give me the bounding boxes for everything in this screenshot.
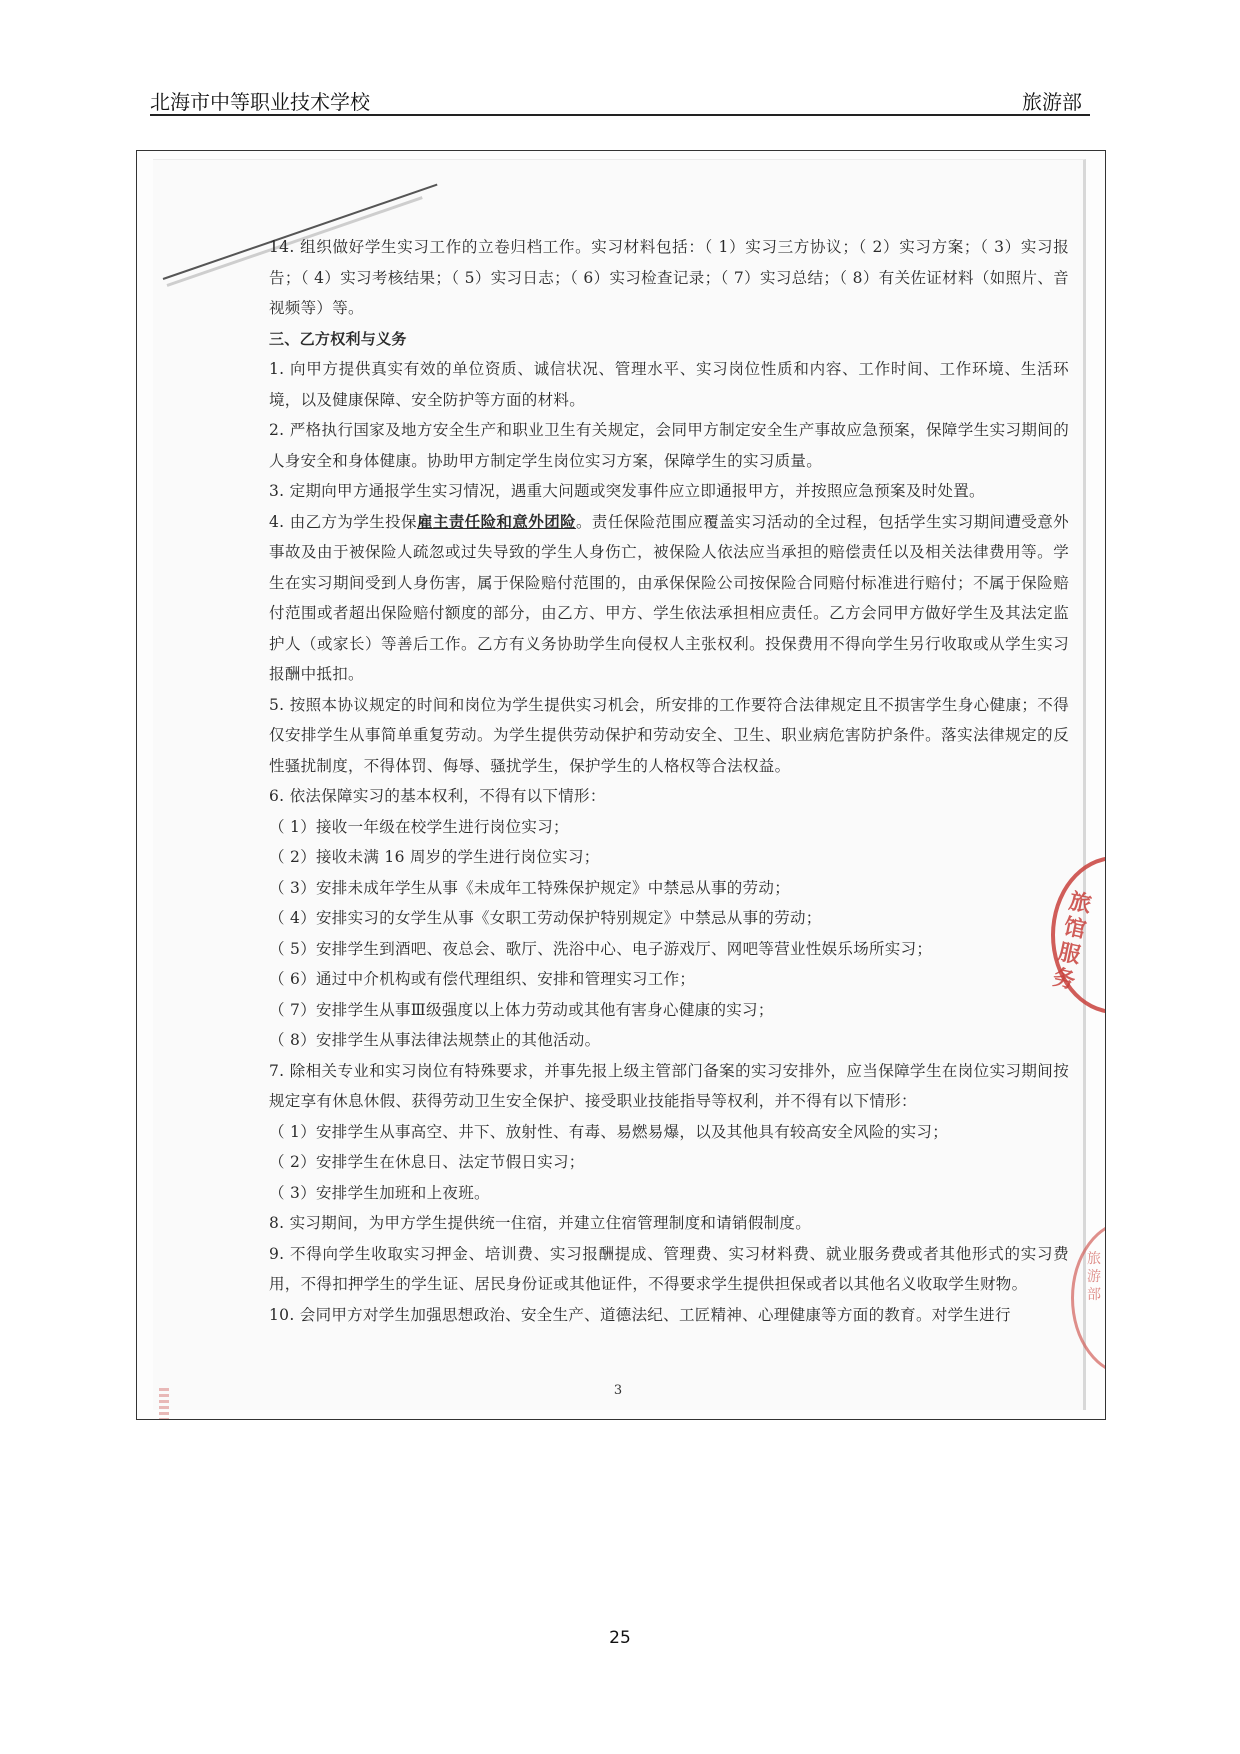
list-item: （ 1）安排学生从事高空、井下、放射性、有毒、易燃易爆，以及其他具有较高安全风险的实习； — [269, 1122, 948, 1141]
page-number: 25 — [609, 1628, 631, 1648]
list-item: （ 2）接收未满 16 周岁的学生进行岗位实习； — [269, 848, 600, 866]
paragraph-14: 14. 组织做好学生实习工作的立卷归档工作。实习材料包括：（ 1）实习三方协议；（ 2）实习方案；（ 3）实习报告；（ 4）实习考核结果；（ 5）实习日志；（ 6）实习检查记录；（ 7）实习总结；（ 8）有关佐证材料（如照片、音视频等）等。 — [269, 238, 1069, 317]
page-header — [150, 84, 1090, 116]
paragraph-8: 8. 实习期间，为甲方学生提供统一住宿，并建立住宿管理制度和请销假制度。 — [269, 1214, 812, 1232]
section-title: 三、乙方权利与义务 — [269, 329, 407, 348]
list-item: （ 6）通过中介机构或有偿代理组织、安排和管理实习工作； — [269, 970, 696, 988]
department-name: 旅游部 — [1022, 90, 1082, 114]
school-name: 北海市中等职业技术学校 — [150, 90, 370, 114]
list-item: （ 2）安排学生在休息日、法定节假日实习； — [269, 1153, 585, 1171]
paragraph-1: 1. 向甲方提供真实有效的单位资质、诚信状况、管理水平、实习岗位性质和内容、工作时间、工作环境、生活环境，以及健康保障、安全防护等方面的材料。 — [269, 360, 1069, 409]
partial-seal-text: 旅游部 — [1087, 1251, 1101, 1303]
list-item: （ 5）安排学生到酒吧、夜总会、歌厅、洗浴中心、电子游戏厅、网吧等营业性娱乐场所实习； — [269, 939, 933, 958]
insurance-type: 雇主责任险和意外团险 — [416, 511, 577, 531]
red-seal-text: 旅馆服务 — [1050, 888, 1094, 995]
scanned-page-number: 3 — [613, 1383, 623, 1398]
list-item: （ 8）安排学生从事法律法规禁止的其他活动。 — [269, 1031, 601, 1049]
paragraph-4-prefix: 4. 由乙方为学生投保 — [269, 512, 417, 531]
paragraph-2: 2. 严格执行国家及地方安全生产和职业卫生有关规定，会同甲方制定安全生产事故应急预案，保障学生实习期间的人身安全和身体健康。协助甲方制定学生岗位实习方案，保障学生的实习质量。 — [269, 421, 1069, 470]
paragraph-4-rest: 。责任保险范围应覆盖实习活动的全过程，包括学生实习期间遭受意外事故及由于被保险人疏忽或过失导致的学生人身伤亡，被保险人依法应当承担的赔偿责任以及相关法律费用等。学生在实习期间受到人身伤害，属于保险赔付范围的，由承保保险公司按保险合同赔付标准进行赔付；不属于保险赔付范围或者超出保险赔付额度的部分，由乙方、甲方、学生依法承担相应责任。乙方会同甲方做好学生及其法定监护人（或家长）等善后工作。乙方有义务协助学生向侵权人主张权利。投保费用不得向学生另行收取或从学生实习报酬中抵扣。 — [269, 512, 1069, 683]
paragraph-10: 10. 会同甲方对学生加强思想政治、安全生产、道德法纪、工匠精神、心理健康等方面的教育。对学生进行 — [269, 1305, 1011, 1324]
paragraph-4 — [269, 507, 1069, 690]
scanned-page — [153, 159, 1101, 1410]
list-item: （ 3）安排未成年学生从事《未成年工特殊保护规定》中禁忌从事的劳动； — [269, 878, 790, 897]
list-item: （ 4）安排实习的女学生从事《女职工劳动保护特别规定》中禁忌从事的劳动； — [269, 909, 822, 927]
list-item: （ 1）接收一年级在校学生进行岗位实习； — [269, 817, 569, 836]
paragraph-6: 6. 依法保障实习的基本权利，不得有以下情形： — [269, 787, 606, 805]
paragraph-3: 3. 定期向甲方通报学生实习情况，遇重大问题或突发事件应立即通报甲方，并按照应急预案及时处置。 — [269, 482, 985, 500]
paragraph-9: 9. 不得向学生收取实习押金、培训费、实习报酬提成、管理费、实习材料费、就业服务费或者其他形式的实习费用，不得扣押学生的学生证、居民身份证或其他证件，不得要求学生提供担保或者以其他名义收取学生财物。 — [269, 1244, 1069, 1293]
scanned-page-frame — [136, 150, 1106, 1420]
agreement-text — [269, 232, 1069, 1330]
list-item: （ 3）安排学生加班和上夜班。 — [269, 1183, 490, 1202]
list-item: （ 7）安排学生从事Ⅲ级强度以上体力劳动或其他有害身心健康的实习； — [269, 1000, 774, 1019]
paragraph-7: 7. 除相关专业和实习岗位有特殊要求，并事先报上级主管部门备案的实习安排外，应当保障学生在岗位实习期间按规定享有休息休假、获得劳动卫生安全保护、接受职业技能指导等权利，并不得有以下情形： — [269, 1061, 1069, 1110]
paragraph-5: 5. 按照本协议规定的时间和岗位为学生提供实习机会，所安排的工作要符合法律规定且不损害学生身心健康；不得仅安排学生从事简单重复劳动。为学生提供劳动保护和劳动安全、卫生、职业病危害防护条件。落实法律规定的反性骚扰制度，不得体罚、侮辱、骚扰学生，保护学生的人格权等合法权益。 — [269, 695, 1069, 775]
